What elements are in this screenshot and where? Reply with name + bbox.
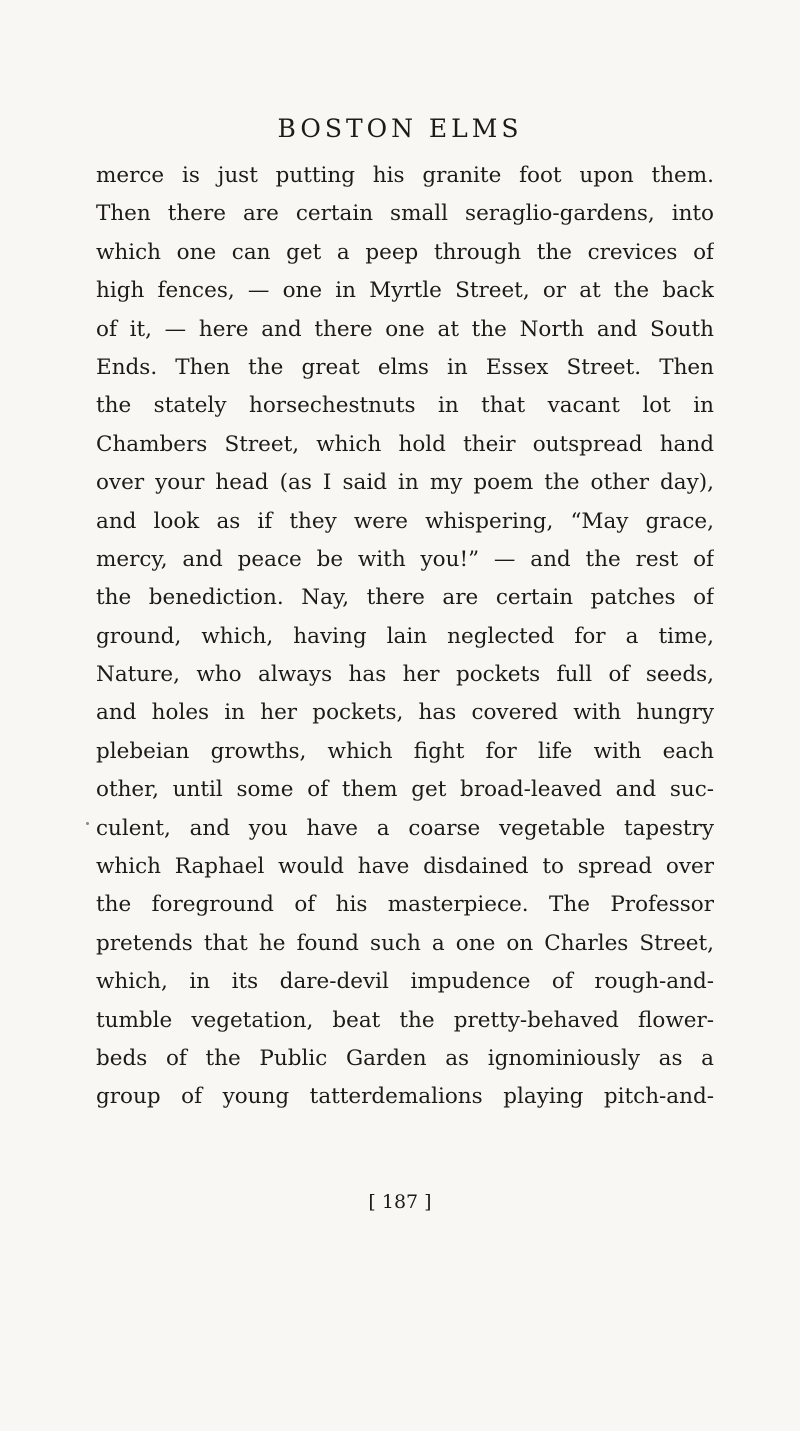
text-line: Then there are certain small seraglio-gardens, into (96, 201, 714, 227)
ink-speck (86, 822, 89, 825)
text-line: the benediction. Nay, there are certain patches of (96, 585, 714, 611)
text-line: Chambers Street, which hold their outspread hand (96, 431, 714, 457)
text-line: other, until some of them get broad-leaved and suc- (96, 777, 714, 803)
text-line: the foreground of his masterpiece. The Professor (96, 892, 714, 918)
running-head: BOSTON ELMS (277, 114, 523, 143)
text-line: of it, — here and there one at the North and South (96, 316, 714, 342)
text-line: pretends that he found such a one on Charles Street, (96, 930, 714, 956)
text-line: mercy, and peace be with you!” — and the rest of (96, 546, 714, 572)
text-line: Ends. Then the great elms in Essex Street. Then (96, 354, 714, 380)
page-number: [ 187 ] (368, 1191, 432, 1213)
text-line: which one can get a peep through the crevices of (96, 239, 714, 265)
text-line: and look as if they were whispering, “May grace, (96, 508, 714, 534)
body-text (96, 157, 714, 1117)
text-line: culent, and you have a coarse vegetable tapestry (96, 815, 714, 841)
text-line: beds of the Public Garden as ignominiously as a (96, 1045, 714, 1071)
text-line: merce is just putting his granite foot upon them. (96, 163, 714, 188)
text-line: which Raphael would have disdained to spread over (96, 854, 714, 880)
text-line: which, in its dare-devil impudence of rough-and- (96, 969, 714, 995)
text-line: plebeian growths, which fight for life with each (96, 738, 714, 764)
text-line: over your head (as I said in my poem the other day), (96, 470, 714, 496)
text-line: tumble vegetation, beat the pretty-behaved flower- (96, 1007, 714, 1033)
text-line: Nature, who always has her pockets full of seeds, (96, 662, 714, 688)
text-line: the stately horsechestnuts in that vacant lot in (96, 393, 714, 419)
text-line: group of young tatterdemalions playing pitch-and- (96, 1084, 714, 1110)
text-line: ground, which, having lain neglected for a time, (96, 623, 714, 649)
text-line: and holes in her pockets, has covered with hungry (96, 700, 714, 726)
text-line: high fences, — one in Myrtle Street, or at the back (96, 278, 714, 304)
